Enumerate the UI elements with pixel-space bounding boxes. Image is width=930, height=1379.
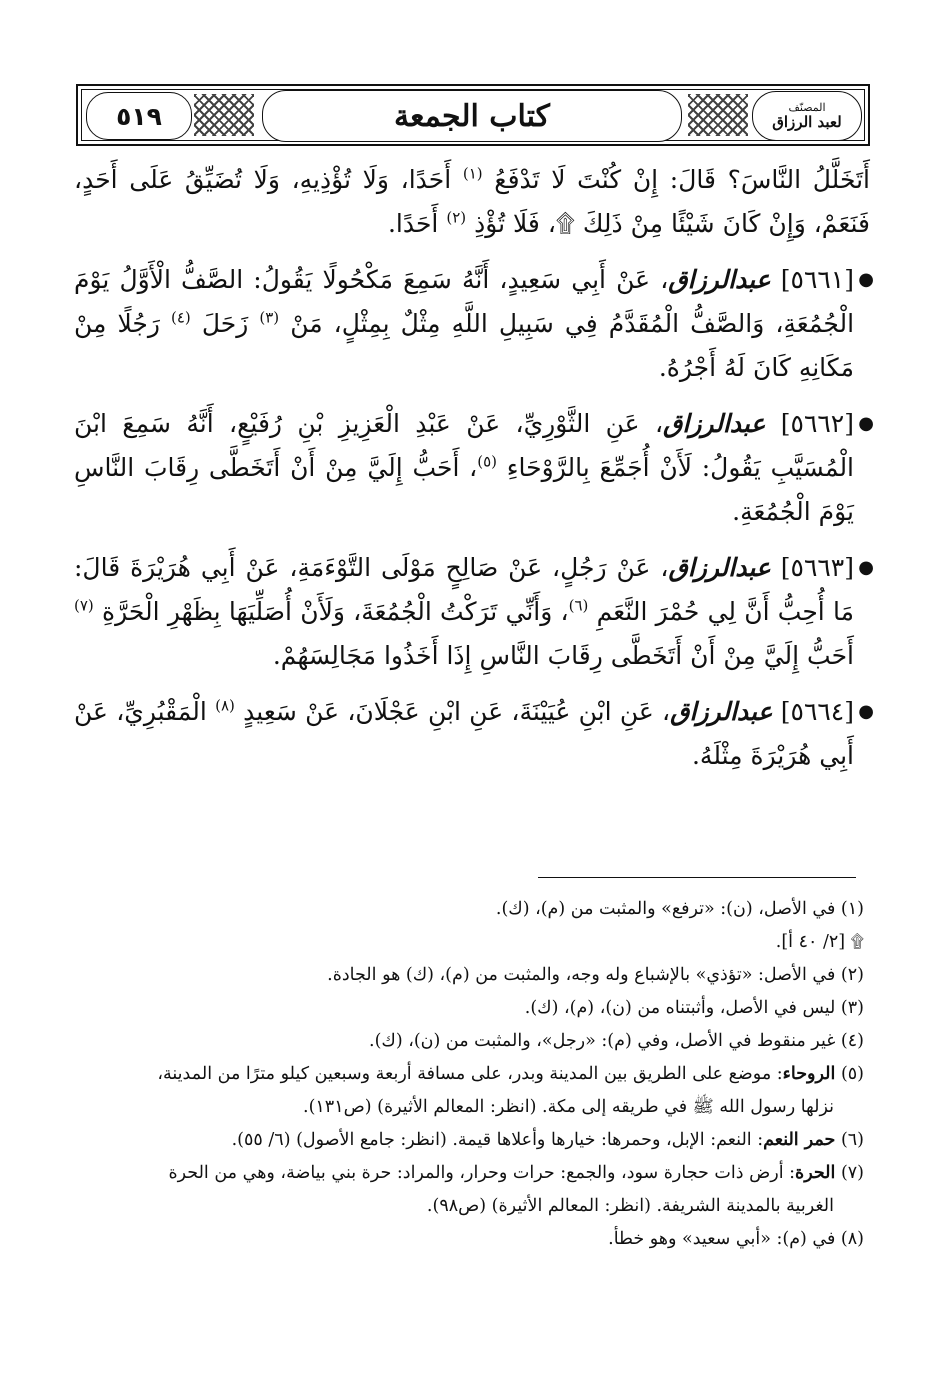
footnote-ref: (٤) — [170, 308, 191, 327]
page-header — [76, 84, 870, 146]
footnote-ref: (٢) — [446, 208, 467, 227]
narrator: عبدالرزاق — [668, 553, 771, 582]
footnote-folio-mark: ۩ [٢/ ٤٠ أ]. — [775, 932, 864, 952]
footnote-6: (٦) حمر النعم: النعم: الإبل، وحمرها: خيارها وأعلاها قيمة. (انظر: جامع الأصول) (٦/ ٥٥). — [231, 1130, 864, 1150]
footnote-3: (٣) ليس في الأصل، وأثبتناه من (ن)، (م)، (ك). — [524, 998, 864, 1018]
footnote-7: (٧) الحرة: أرض ذات حجارة سود، والجمع: حرات وحرار، والمراد: حرة بني بياضة، وهي من الحرة — [168, 1163, 864, 1183]
main-text — [74, 158, 874, 790]
footnote-ref: (٣) — [259, 308, 280, 327]
bullet-icon: ● — [858, 557, 874, 578]
seal-line-2: لعبد الرزاق — [772, 112, 842, 131]
footnote-2: (٢) في الأصل: «تؤذي» بالإشباع وله وجه، والمثبت من (م)، (ك) هو الجادة. — [327, 965, 864, 985]
footnote-term: حمر النعم — [763, 1130, 836, 1150]
hadith-5663: ● [٥٦٦٣] عبدالرزاق، عَنْ رَجُلٍ، عَنْ صَالِحٍ مَوْلَى التَّوْءَمَةِ، عَنْ أَبِي هُرَيْرَةَ قَالَ: مَا أُحِبُّ أَنَّ لِي حُمْرَ النَّعَمِ $^{(٦)}$، وَأَنِّي تَرَكْتُ الْجُمُعَةَ، وَلَأَنْ أُصَلِّيَهَا بِظَهْرِ الْحَرَّةِ $^{(٧)}$ أَحَبُّ إِلَيَّ مِنْ أَنْ أَتَخَطَّى رِقَابَ النَّاسِ إِذَا أَخَذُوا مَجَالِسَهُمْ. — [74, 546, 870, 678]
footnote-ref: (٨) — [215, 696, 235, 715]
footnote-4: (٤) غير منقوط في الأصل، وفي (م): «رجل»، والمثبت من (ن)، (ك). — [369, 1031, 864, 1051]
hadith-number: [٥٦٦٢] — [780, 409, 854, 438]
book-seal — [752, 91, 862, 141]
seal-line-1: المصنّف — [788, 100, 826, 114]
footnote-ref: (٦) — [568, 596, 589, 615]
hadith-number: [٥٦٦٣] — [780, 553, 854, 582]
footnote-ref: (٥) — [477, 452, 498, 471]
footnote-5-continued: نزلها رسول الله ﷺ في طريقه إلى مكة. (انظر: المعالم الأثيرة) (ص١٣١). — [303, 1097, 834, 1117]
hadith-5664: ● [٥٦٦٤] عبدالرزاق، عَنِ ابْنِ عُيَيْنَةَ، عَنِ ابْنِ عَجْلَانَ، عَنْ سَعِيدٍ $^{(٨)}$ الْمَقْبُرِيِّ، عَنْ أَبِي هُرَيْرَةَ مِثْلَهُ. — [74, 690, 870, 778]
hadith-5661: ● [٥٦٦١] عبدالرزاق، عَنْ أَبِي سَعِيدٍ، أَنَّهُ سَمِعَ مَكْحُولًا يَقُولُ: الصَّفُّ الْأَوَّلُ يَوْمَ الْجُمُعَةِ، وَالصَّفُّ الْمُقَدَّمُ فِي سَبِيلِ اللَّهِ مِثْلٌ بِمِثْلٍ، مَنْ $^{(٣)}$ زَحَلَ $^{(٤)}$ رَجُلًا مِنْ مَكَانِهِ كَانَ لَهُ أَجْرُهُ. — [74, 258, 870, 390]
footnote-ref: (٧) — [74, 596, 94, 615]
page-number: ٥١٩ — [86, 92, 192, 140]
ornament-left — [194, 94, 254, 136]
intro-paragraph: أَتَخَلَّلُ النَّاسَ؟ قَالَ: إِنْ كُنْتَ لَا تَدْفَعُ $^{(١)}$ أَحَدًا، وَلَا تُؤْذِيهِ، وَلَا تُضَيِّقُ عَلَى أَحَدٍ، فَنَعَمْ، وَإِنْ كَانَ شَيْئًا مِنْ ذَلِكَ ۩، فَلَا تُؤْذِ $^{(٢)}$ أَحَدًا. — [74, 164, 870, 238]
footnote-8: (٨) في (م): «أبي سعيد» وهو خطأ. — [608, 1229, 864, 1249]
footnote-ref: (١) — [462, 164, 483, 183]
footnote-term: الحرة — [795, 1163, 836, 1183]
narrator: عبدالرزاق — [670, 697, 773, 726]
footnote-1: (١) في الأصل، (ن): «ترفع» والمثبت من (م)، (ك). — [495, 899, 864, 919]
hadith-number: [٥٦٦٤] — [780, 697, 854, 726]
narrator: عبدالرزاق — [668, 265, 771, 294]
footnote-separator — [538, 877, 856, 878]
footnote-7-continued: الغربية بالمدينة الشريفة. (انظر: المعالم الأثيرة) (ص٩٨). — [426, 1196, 834, 1216]
bullet-icon: ● — [858, 701, 874, 722]
bullet-icon: ● — [858, 269, 874, 290]
book-title: كتاب الجمعة — [262, 90, 682, 142]
footnotes — [74, 893, 870, 1256]
footnote-5: (٥) الروحاء: موضع على الطريق بين المدينة وبدر، على مسافة أربعة وسبعين كيلو مترًا من المدينة، — [157, 1064, 864, 1084]
hadith-number: [٥٦٦١] — [780, 265, 854, 294]
footnote-term: الروحاء — [782, 1064, 836, 1084]
ornament-right — [688, 94, 748, 136]
narrator: عبدالرزاق — [663, 409, 766, 438]
bullet-icon: ● — [858, 413, 874, 434]
hadith-5662: ● [٥٦٦٢] عبدالرزاق، عَنِ الثَّوْرِيِّ، عَنْ عَبْدِ الْعَزِيزِ بْنِ رُفَيْعٍ، أَنَّهُ سَمِعَ ابْنَ الْمُسَيَّبِ يَقُولُ: لَأَنْ أُجَمِّعَ بِالرَّوْحَاءِ $^{(٥)}$، أَحَبُّ إِلَيَّ مِنْ أَنْ أَتَخَطَّى رِقَابَ النَّاسِ يَوْمَ الْجُمُعَةِ. — [74, 402, 870, 534]
